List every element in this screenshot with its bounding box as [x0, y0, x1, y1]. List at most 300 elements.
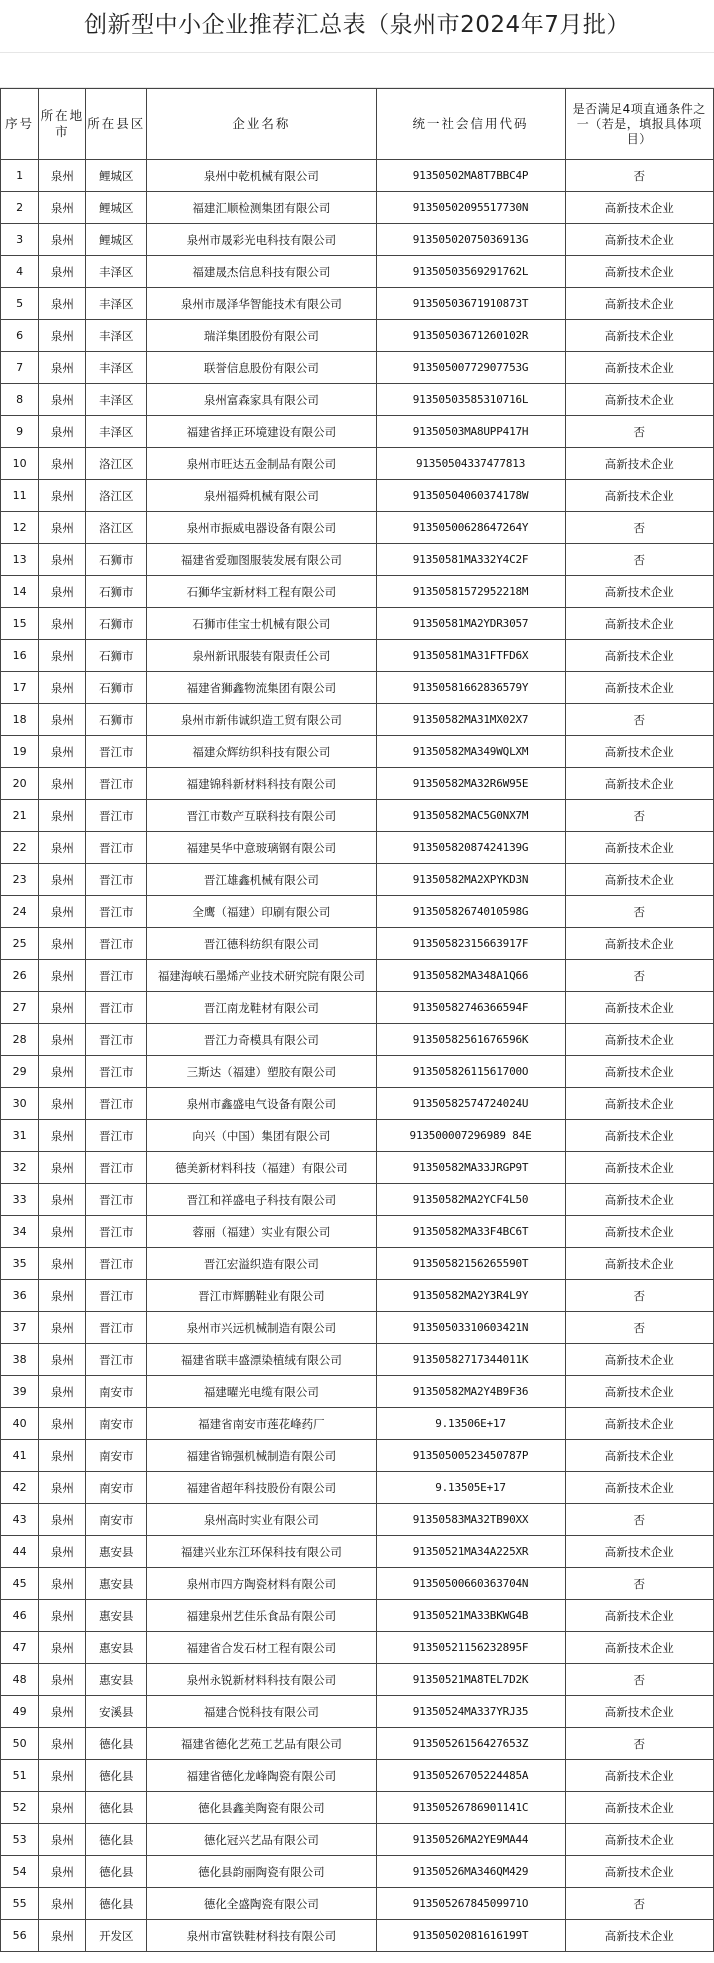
seq-cell: 17 [1, 672, 39, 704]
district-cell: 晋江市 [86, 1056, 147, 1088]
condition-cell: 高新技术企业 [565, 608, 714, 640]
district-cell: 惠安县 [86, 1568, 147, 1600]
company-name-cell: 福建曜光电缆有限公司 [147, 1376, 376, 1408]
seq-cell: 50 [1, 1728, 39, 1760]
credit-code-cell: 91350583MA32TB90XX [376, 1504, 565, 1536]
district-cell: 丰泽区 [86, 288, 147, 320]
district-cell: 晋江市 [86, 832, 147, 864]
condition-cell: 高新技术企业 [565, 1632, 714, 1664]
company-name-cell: 泉州中乾机械有限公司 [147, 160, 376, 192]
city-cell: 泉州 [39, 1600, 86, 1632]
credit-code-cell: 91350582MA2XPYKD3N [376, 864, 565, 896]
district-cell: 丰泽区 [86, 416, 147, 448]
table-row [1, 1024, 714, 1056]
company-name-cell: 泉州市富铁鞋材科技有限公司 [147, 1920, 376, 1952]
seq-cell: 55 [1, 1888, 39, 1920]
district-cell: 丰泽区 [86, 384, 147, 416]
district-cell: 鲤城区 [86, 224, 147, 256]
table-row [1, 1856, 714, 1888]
table-row [1, 576, 714, 608]
table-row [1, 896, 714, 928]
header-row [1, 89, 714, 160]
seq-cell: 4 [1, 256, 39, 288]
credit-code-cell: 91350582MA2YCF4L50 [376, 1184, 565, 1216]
district-cell: 晋江市 [86, 1184, 147, 1216]
table-row [1, 1888, 714, 1920]
credit-code-cell: 91350521156232895F [376, 1632, 565, 1664]
city-cell: 泉州 [39, 544, 86, 576]
credit-code-cell: 91350524MA337YRJ35 [376, 1696, 565, 1728]
city-cell: 泉州 [39, 480, 86, 512]
company-name-cell: 福建省锦强机械制造有限公司 [147, 1440, 376, 1472]
table-row [1, 1792, 714, 1824]
condition-cell: 高新技术企业 [565, 1056, 714, 1088]
seq-cell: 34 [1, 1216, 39, 1248]
seq-cell: 12 [1, 512, 39, 544]
credit-code-cell: 91350500772907753G [376, 352, 565, 384]
seq-cell: 51 [1, 1760, 39, 1792]
district-cell: 石狮市 [86, 672, 147, 704]
table-body [1, 160, 714, 1952]
table-row [1, 1248, 714, 1280]
table-row [1, 1600, 714, 1632]
company-name-cell: 泉州市旺达五金制品有限公司 [147, 448, 376, 480]
district-cell: 南安市 [86, 1504, 147, 1536]
company-name-cell: 德美新材料科技（福建）有限公司 [147, 1152, 376, 1184]
company-name-cell: 福建省德化龙峰陶瓷有限公司 [147, 1760, 376, 1792]
table-row [1, 1376, 714, 1408]
district-cell: 鲤城区 [86, 192, 147, 224]
district-cell: 南安市 [86, 1376, 147, 1408]
city-cell: 泉州 [39, 960, 86, 992]
credit-code-cell: 91350582MA2Y4B9F36 [376, 1376, 565, 1408]
company-name-cell: 泉州永锐新材料科技有限公司 [147, 1664, 376, 1696]
condition-cell: 高新技术企业 [565, 1920, 714, 1952]
credit-code-cell: 91350582611561700O [376, 1056, 565, 1088]
city-cell: 泉州 [39, 192, 86, 224]
table-row [1, 416, 714, 448]
company-name-cell: 泉州富森家具有限公司 [147, 384, 376, 416]
company-name-cell: 石狮市佳宝士机械有限公司 [147, 608, 376, 640]
credit-code-cell: 91350526MA2YE9MA44 [376, 1824, 565, 1856]
company-name-cell: 晋江宏溢织造有限公司 [147, 1248, 376, 1280]
table-row [1, 256, 714, 288]
condition-cell: 高新技术企业 [565, 192, 714, 224]
seq-cell: 40 [1, 1408, 39, 1440]
city-cell: 泉州 [39, 1504, 86, 1536]
seq-cell: 25 [1, 928, 39, 960]
seq-cell: 46 [1, 1600, 39, 1632]
condition-cell: 否 [565, 160, 714, 192]
seq-cell: 9 [1, 416, 39, 448]
district-cell: 晋江市 [86, 1280, 147, 1312]
district-cell: 洛江区 [86, 480, 147, 512]
district-cell: 晋江市 [86, 992, 147, 1024]
district-cell: 晋江市 [86, 1120, 147, 1152]
city-cell: 泉州 [39, 1632, 86, 1664]
city-cell: 泉州 [39, 1024, 86, 1056]
seq-cell: 38 [1, 1344, 39, 1376]
condition-cell: 高新技术企业 [565, 640, 714, 672]
seq-cell: 30 [1, 1088, 39, 1120]
table-row [1, 1696, 714, 1728]
enterprise-table [0, 88, 714, 1952]
table-row [1, 992, 714, 1024]
condition-cell: 否 [565, 1504, 714, 1536]
district-cell: 石狮市 [86, 576, 147, 608]
table-row [1, 1632, 714, 1664]
seq-cell: 16 [1, 640, 39, 672]
company-name-cell: 福建锦科新材料科技有限公司 [147, 768, 376, 800]
credit-code-cell: 91350500523450787P [376, 1440, 565, 1472]
seq-cell: 52 [1, 1792, 39, 1824]
credit-code-cell: 91350582MA33JRGP9T [376, 1152, 565, 1184]
city-cell: 泉州 [39, 224, 86, 256]
district-cell: 安溪县 [86, 1696, 147, 1728]
company-name-cell: 泉州市晟泽华智能技术有限公司 [147, 288, 376, 320]
district-cell: 开发区 [86, 1920, 147, 1952]
credit-code-cell: 91350582561676596K [376, 1024, 565, 1056]
credit-code-cell: 91350582717344011K [376, 1344, 565, 1376]
credit-code-cell: 91350503585310716L [376, 384, 565, 416]
credit-code-cell: 91350504060374178W [376, 480, 565, 512]
condition-cell: 高新技术企业 [565, 288, 714, 320]
company-name-cell: 福建省联丰盛漂染植绒有限公司 [147, 1344, 376, 1376]
city-cell: 泉州 [39, 864, 86, 896]
condition-cell: 高新技术企业 [565, 1856, 714, 1888]
city-cell: 泉州 [39, 256, 86, 288]
seq-cell: 19 [1, 736, 39, 768]
city-cell: 泉州 [39, 1824, 86, 1856]
table-row [1, 1088, 714, 1120]
credit-code-cell: 91350526786901141C [376, 1792, 565, 1824]
company-name-cell: 泉州市鑫盛电气设备有限公司 [147, 1088, 376, 1120]
credit-code-cell: 91350582574724024U [376, 1088, 565, 1120]
table-row [1, 448, 714, 480]
table-row [1, 352, 714, 384]
credit-code-cell: 91350581MA332Y4C2F [376, 544, 565, 576]
condition-cell: 高新技术企业 [565, 1600, 714, 1632]
header-condition: 是否满足4项直通条件之一（若是，填报具体项目） [565, 89, 714, 160]
company-name-cell: 泉州市四方陶瓷材料有限公司 [147, 1568, 376, 1600]
city-cell: 泉州 [39, 1312, 86, 1344]
table-row [1, 1568, 714, 1600]
condition-cell: 高新技术企业 [565, 480, 714, 512]
credit-code-cell: 9.13506E+17 [376, 1408, 565, 1440]
city-cell: 泉州 [39, 1536, 86, 1568]
city-cell: 泉州 [39, 1760, 86, 1792]
city-cell: 泉州 [39, 992, 86, 1024]
company-name-cell: 三斯达（福建）塑胶有限公司 [147, 1056, 376, 1088]
company-name-cell: 德化县鑫美陶瓷有限公司 [147, 1792, 376, 1824]
blank-row [0, 53, 714, 88]
seq-cell: 37 [1, 1312, 39, 1344]
seq-cell: 33 [1, 1184, 39, 1216]
company-name-cell: 德化全盛陶瓷有限公司 [147, 1888, 376, 1920]
district-cell: 晋江市 [86, 736, 147, 768]
city-cell: 泉州 [39, 1408, 86, 1440]
district-cell: 惠安县 [86, 1664, 147, 1696]
seq-cell: 35 [1, 1248, 39, 1280]
company-name-cell: 晋江雄鑫机械有限公司 [147, 864, 376, 896]
condition-cell: 高新技术企业 [565, 736, 714, 768]
company-name-cell: 晋江和祥盛电子科技有限公司 [147, 1184, 376, 1216]
condition-cell: 高新技术企业 [565, 224, 714, 256]
condition-cell: 高新技术企业 [565, 1120, 714, 1152]
header-code: 统一社会信用代码 [376, 89, 565, 160]
condition-cell: 否 [565, 1664, 714, 1696]
district-cell: 石狮市 [86, 704, 147, 736]
condition-cell: 高新技术企业 [565, 1344, 714, 1376]
credit-code-cell: 91350582674010598G [376, 896, 565, 928]
seq-cell: 28 [1, 1024, 39, 1056]
city-cell: 泉州 [39, 1568, 86, 1600]
condition-cell: 高新技术企业 [565, 320, 714, 352]
company-name-cell: 晋江德科纺织有限公司 [147, 928, 376, 960]
company-name-cell: 泉州市兴远机械制造有限公司 [147, 1312, 376, 1344]
city-cell: 泉州 [39, 1120, 86, 1152]
table-row [1, 1920, 714, 1952]
company-name-cell: 泉州高时实业有限公司 [147, 1504, 376, 1536]
district-cell: 丰泽区 [86, 352, 147, 384]
credit-code-cell: 91350581MA2YDR3057 [376, 608, 565, 640]
credit-code-cell: 91350581MA31FTFD6X [376, 640, 565, 672]
credit-code-cell: 91350502MA8T7BBC4P [376, 160, 565, 192]
seq-cell: 56 [1, 1920, 39, 1952]
company-name-cell: 福建兴业东江环保科技有限公司 [147, 1536, 376, 1568]
seq-cell: 53 [1, 1824, 39, 1856]
condition-cell: 高新技术企业 [565, 768, 714, 800]
table-row [1, 1664, 714, 1696]
table-row [1, 1152, 714, 1184]
city-cell: 泉州 [39, 1664, 86, 1696]
seq-cell: 43 [1, 1504, 39, 1536]
district-cell: 丰泽区 [86, 320, 147, 352]
table-row [1, 1440, 714, 1472]
condition-cell: 高新技术企业 [565, 992, 714, 1024]
district-cell: 石狮市 [86, 544, 147, 576]
district-cell: 德化县 [86, 1856, 147, 1888]
credit-code-cell: 91350502095517730N [376, 192, 565, 224]
table-row [1, 832, 714, 864]
header-seq: 序号 [1, 89, 39, 160]
credit-code-cell: 91350582MA33F4BC6T [376, 1216, 565, 1248]
credit-code-cell: 91350526MA346QM429 [376, 1856, 565, 1888]
company-name-cell: 泉州市晟彩光电科技有限公司 [147, 224, 376, 256]
condition-cell: 高新技术企业 [565, 1152, 714, 1184]
credit-code-cell: 91350582MAC5G0NX7M [376, 800, 565, 832]
credit-code-cell: 91350582156265590T [376, 1248, 565, 1280]
condition-cell: 高新技术企业 [565, 1760, 714, 1792]
table-row [1, 1536, 714, 1568]
company-name-cell: 泉州市振威电器设备有限公司 [147, 512, 376, 544]
city-cell: 泉州 [39, 1792, 86, 1824]
header-city: 所在地市 [39, 89, 86, 160]
city-cell: 泉州 [39, 736, 86, 768]
seq-cell: 23 [1, 864, 39, 896]
company-name-cell: 全鹰（福建）印刷有限公司 [147, 896, 376, 928]
company-name-cell: 蓉丽（福建）实业有限公司 [147, 1216, 376, 1248]
seq-cell: 8 [1, 384, 39, 416]
city-cell: 泉州 [39, 1088, 86, 1120]
table-row [1, 608, 714, 640]
seq-cell: 31 [1, 1120, 39, 1152]
district-cell: 德化县 [86, 1728, 147, 1760]
district-cell: 晋江市 [86, 864, 147, 896]
city-cell: 泉州 [39, 832, 86, 864]
district-cell: 南安市 [86, 1472, 147, 1504]
credit-code-cell: 91350504337477813 [376, 448, 565, 480]
city-cell: 泉州 [39, 1152, 86, 1184]
company-name-cell: 瑞洋集团股份有限公司 [147, 320, 376, 352]
condition-cell: 高新技术企业 [565, 576, 714, 608]
district-cell: 德化县 [86, 1888, 147, 1920]
company-name-cell: 福建泉州艺佳乐食品有限公司 [147, 1600, 376, 1632]
table-row [1, 544, 714, 576]
district-cell: 晋江市 [86, 1344, 147, 1376]
company-name-cell: 福建省爱珈图服装发展有限公司 [147, 544, 376, 576]
company-name-cell: 联誉信息股份有限公司 [147, 352, 376, 384]
city-cell: 泉州 [39, 1248, 86, 1280]
district-cell: 德化县 [86, 1824, 147, 1856]
district-cell: 石狮市 [86, 608, 147, 640]
city-cell: 泉州 [39, 640, 86, 672]
condition-cell: 否 [565, 896, 714, 928]
condition-cell: 否 [565, 1888, 714, 1920]
table-row [1, 960, 714, 992]
condition-cell: 高新技术企业 [565, 1408, 714, 1440]
district-cell: 晋江市 [86, 1248, 147, 1280]
city-cell: 泉州 [39, 1728, 86, 1760]
condition-cell: 高新技术企业 [565, 1376, 714, 1408]
district-cell: 惠安县 [86, 1536, 147, 1568]
seq-cell: 39 [1, 1376, 39, 1408]
credit-code-cell: 91350502081616199T [376, 1920, 565, 1952]
table-row [1, 1184, 714, 1216]
district-cell: 晋江市 [86, 1312, 147, 1344]
city-cell: 泉州 [39, 1472, 86, 1504]
district-cell: 晋江市 [86, 800, 147, 832]
district-cell: 惠安县 [86, 1632, 147, 1664]
company-name-cell: 福建晟杰信息科技有限公司 [147, 256, 376, 288]
company-name-cell: 福建省合发石材工程有限公司 [147, 1632, 376, 1664]
condition-cell: 高新技术企业 [565, 832, 714, 864]
condition-cell: 否 [565, 416, 714, 448]
seq-cell: 7 [1, 352, 39, 384]
condition-cell: 高新技术企业 [565, 384, 714, 416]
city-cell: 泉州 [39, 576, 86, 608]
table-row [1, 1472, 714, 1504]
table-row [1, 192, 714, 224]
table-row [1, 512, 714, 544]
condition-cell: 高新技术企业 [565, 1696, 714, 1728]
condition-cell: 高新技术企业 [565, 1824, 714, 1856]
district-cell: 南安市 [86, 1408, 147, 1440]
seq-cell: 13 [1, 544, 39, 576]
city-cell: 泉州 [39, 800, 86, 832]
seq-cell: 6 [1, 320, 39, 352]
city-cell: 泉州 [39, 288, 86, 320]
condition-cell: 否 [565, 1728, 714, 1760]
header-district: 所在县区 [86, 89, 147, 160]
credit-code-cell: 91350502075036913G [376, 224, 565, 256]
company-name-cell: 泉州市新伟诚织造工贸有限公司 [147, 704, 376, 736]
company-name-cell: 福建省狮鑫物流集团有限公司 [147, 672, 376, 704]
table-row [1, 800, 714, 832]
condition-cell: 高新技术企业 [565, 672, 714, 704]
district-cell: 晋江市 [86, 896, 147, 928]
city-cell: 泉州 [39, 384, 86, 416]
condition-cell: 高新技术企业 [565, 352, 714, 384]
condition-cell: 高新技术企业 [565, 928, 714, 960]
table-row [1, 640, 714, 672]
company-name-cell: 福建海峡石墨烯产业技术研究院有限公司 [147, 960, 376, 992]
seq-cell: 5 [1, 288, 39, 320]
city-cell: 泉州 [39, 1696, 86, 1728]
table-row [1, 1728, 714, 1760]
seq-cell: 14 [1, 576, 39, 608]
company-name-cell: 晋江市辉鹏鞋业有限公司 [147, 1280, 376, 1312]
credit-code-cell: 91350500660363704N [376, 1568, 565, 1600]
table-row [1, 480, 714, 512]
credit-code-cell: 91350521MA8TEL7D2K [376, 1664, 565, 1696]
table-row [1, 736, 714, 768]
district-cell: 石狮市 [86, 640, 147, 672]
district-cell: 丰泽区 [86, 256, 147, 288]
header-name: 企业名称 [147, 89, 376, 160]
district-cell: 晋江市 [86, 1216, 147, 1248]
city-cell: 泉州 [39, 1344, 86, 1376]
seq-cell: 49 [1, 1696, 39, 1728]
district-cell: 德化县 [86, 1760, 147, 1792]
seq-cell: 11 [1, 480, 39, 512]
seq-cell: 42 [1, 1472, 39, 1504]
district-cell: 晋江市 [86, 960, 147, 992]
city-cell: 泉州 [39, 1888, 86, 1920]
condition-cell: 否 [565, 1312, 714, 1344]
district-cell: 洛江区 [86, 512, 147, 544]
seq-cell: 24 [1, 896, 39, 928]
table-row [1, 928, 714, 960]
city-cell: 泉州 [39, 352, 86, 384]
table-row [1, 1504, 714, 1536]
table-row [1, 288, 714, 320]
company-name-cell: 晋江市数产互联科技有限公司 [147, 800, 376, 832]
seq-cell: 48 [1, 1664, 39, 1696]
table-row [1, 160, 714, 192]
credit-code-cell: 91350582087424139G [376, 832, 565, 864]
seq-cell: 18 [1, 704, 39, 736]
credit-code-cell: 91350526156427653Z [376, 1728, 565, 1760]
seq-cell: 45 [1, 1568, 39, 1600]
credit-code-cell: 913500007296989 84E [376, 1120, 565, 1152]
condition-cell: 高新技术企业 [565, 1536, 714, 1568]
seq-cell: 26 [1, 960, 39, 992]
city-cell: 泉州 [39, 320, 86, 352]
city-cell: 泉州 [39, 704, 86, 736]
company-name-cell: 德化冠兴艺品有限公司 [147, 1824, 376, 1856]
credit-code-cell: 91350503569291762L [376, 256, 565, 288]
seq-cell: 15 [1, 608, 39, 640]
credit-code-cell: 91350582746366594F [376, 992, 565, 1024]
credit-code-cell: 91350521MA33BKWG4B [376, 1600, 565, 1632]
credit-code-cell: 91350526705224485A [376, 1760, 565, 1792]
seq-cell: 20 [1, 768, 39, 800]
seq-cell: 3 [1, 224, 39, 256]
city-cell: 泉州 [39, 1280, 86, 1312]
table-row [1, 1344, 714, 1376]
credit-code-cell: 91350582315663917F [376, 928, 565, 960]
